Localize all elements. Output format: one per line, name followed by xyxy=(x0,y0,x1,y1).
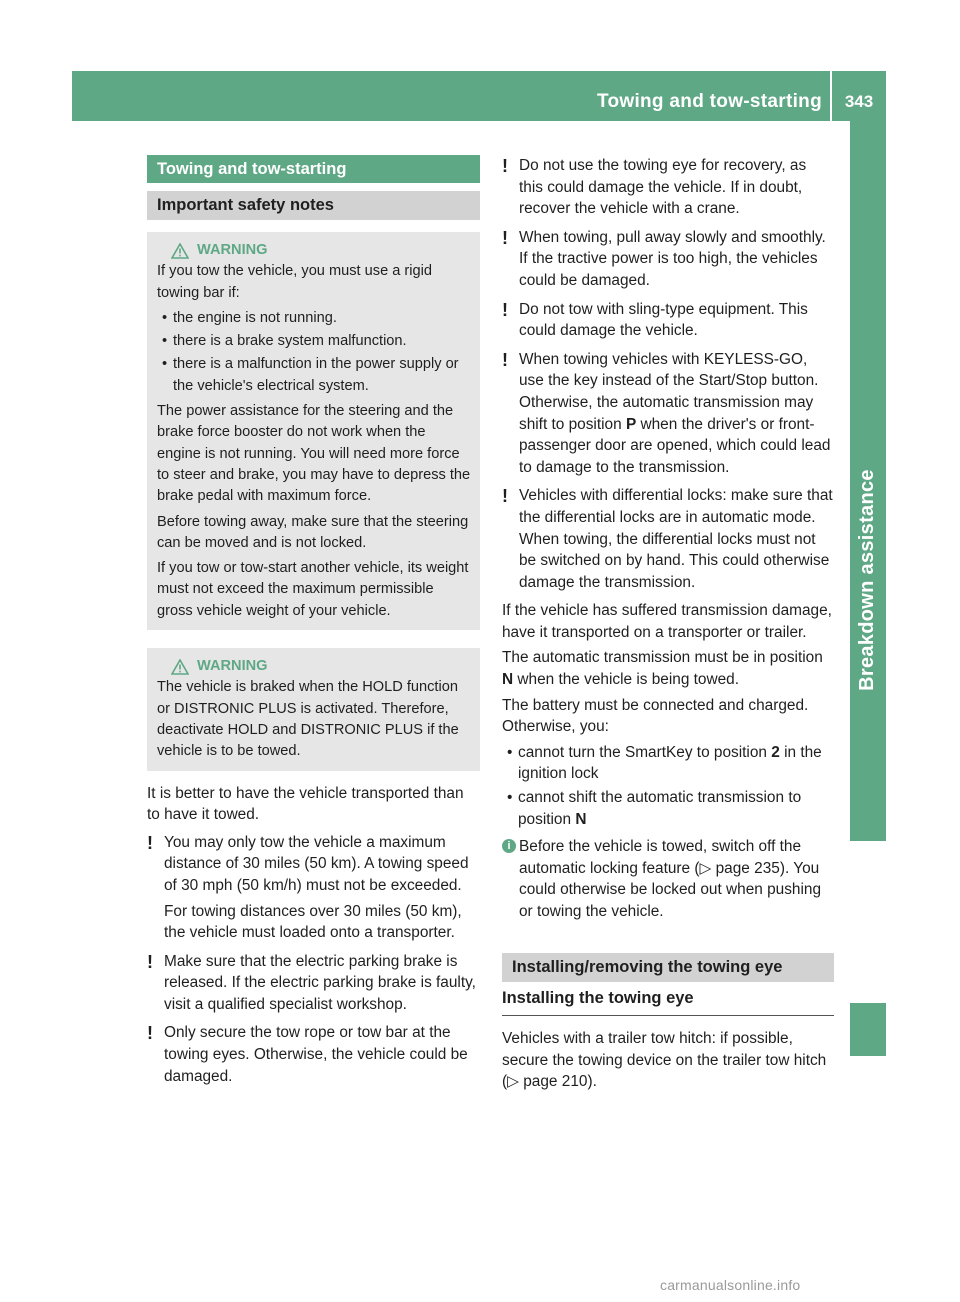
warning-box xyxy=(147,232,480,630)
list-item: • there is a brake system malfunction. xyxy=(157,331,472,352)
caution-note xyxy=(147,832,480,944)
page-header xyxy=(72,71,886,121)
watermark: carmanualsonline.info xyxy=(660,1277,801,1293)
note-text: You may only tow the vehicle a maximum distance of 30 miles (50 km). A towing speed of 30 mph (50 km/h) must not be exceeded. xyxy=(164,833,469,894)
side-tab-marker xyxy=(850,1003,886,1056)
exclamation-icon: ! xyxy=(502,156,508,176)
warning-text: The vehicle is braked when the HOLD function or DISTRONIC PLUS is activated. Therefore, deactivate HOLD and DISTRONIC PLUS if the vehicle is to be towed. xyxy=(157,679,459,760)
subsection-title: Important safety notes xyxy=(147,191,480,220)
warning-intro: If you tow the vehicle, you must use a rigid towing bar if: xyxy=(157,263,432,301)
list-item: • cannot shift the automatic transmission to position N xyxy=(502,787,834,830)
right-column xyxy=(502,155,834,1097)
exclamation-icon: ! xyxy=(502,349,508,370)
exclamation-icon: ! xyxy=(147,832,153,853)
section-title: Installing/removing the towing eye xyxy=(502,953,834,982)
section-title: Towing and tow-starting xyxy=(147,155,480,183)
warning-heading xyxy=(157,240,472,261)
header-title: Towing and tow-starting xyxy=(596,91,822,113)
body-paragraph: Vehicles with a trailer tow hitch: if possible, secure the towing device on the trailer tow hitch (▷ page 210). xyxy=(502,1030,827,1091)
header-divider xyxy=(830,71,832,121)
caution-note xyxy=(147,951,480,1016)
body-paragraph: The battery must be connected and charged. Otherwise, you: xyxy=(502,696,809,736)
caution-note xyxy=(502,299,834,342)
page-reference[interactable]: ▷ page 210 xyxy=(507,1073,588,1091)
list-item: • the engine is not running. xyxy=(157,308,472,329)
body-paragraph: The automatic transmission must be in position N when the vehicle is being towed. xyxy=(502,649,823,689)
exclamation-icon: ! xyxy=(502,227,508,248)
warning-label: WARNING xyxy=(197,242,268,258)
note-text: Do not tow with sling-type equipment. This could damage the vehicle. xyxy=(519,300,808,340)
note-text: Vehicles with differential locks: make sure that the differential locks are in automatic mode. When towing, the differential locks must not be switched on by hand. This could otherwise damage the transmission. xyxy=(519,487,833,591)
list-item: • cannot turn the SmartKey to position 2 in the ignition lock xyxy=(502,742,834,785)
caution-note xyxy=(502,227,834,292)
warning-paragraph: Before towing away, make sure that the steering can be moved and is not locked. xyxy=(157,513,469,551)
list-item: • there is a malfunction in the power supply or the vehicle's electrical system. xyxy=(157,354,472,397)
bullet-list xyxy=(502,742,834,830)
body-paragraph: If the vehicle has suffered transmission damage, have it transported on a transporter or trailer. xyxy=(502,602,832,641)
caution-note xyxy=(502,155,834,220)
warning-triangle-icon xyxy=(171,243,189,259)
exclamation-icon: ! xyxy=(147,1023,153,1044)
warning-heading xyxy=(157,656,472,677)
note-text: Do not use the towing eye for recovery, as this could damage the vehicle. If in doubt, recover the vehicle with a crane. xyxy=(519,157,807,218)
page-reference[interactable]: ▷ page 235 xyxy=(699,859,780,877)
warning-bullets xyxy=(157,308,472,397)
left-column xyxy=(147,155,480,1094)
note-text: Before the vehicle is towed, switch off the automatic locking feature (▷ page 235). You could otherwise be locked out when pushing or towing the vehicle. xyxy=(519,838,822,920)
warning-triangle-icon xyxy=(171,659,189,675)
subsection-title: Installing the towing eye xyxy=(502,988,834,1017)
note-text: For towing distances over 30 miles (50 km), the vehicle must loaded onto a transporter. xyxy=(164,902,462,942)
note-text: When towing vehicles with KEYLESS-GO, use the key instead of the Start/Stop button. Otherwise, the automatic transmission may shift to position P when the driver's or front-passenger door are opened, which could lead to damage to the transmission. xyxy=(519,350,831,476)
warning-box xyxy=(147,648,480,770)
info-note xyxy=(502,836,834,922)
note-text: Make sure that the electric parking brake is released. If the electric parking brake is faulty, visit a qualified specialist workshop. xyxy=(164,952,476,1013)
caution-note xyxy=(502,485,834,593)
exclamation-icon: ! xyxy=(502,486,508,507)
info-icon: i xyxy=(502,839,516,853)
caution-note xyxy=(502,349,834,479)
exclamation-icon: ! xyxy=(147,951,153,972)
page-number: 343 xyxy=(844,92,874,112)
caution-note xyxy=(147,1022,480,1087)
warning-paragraph: The power assistance for the steering and the brake force booster do not work when the engine is not running. You will need more force to steer and brake, you may have to depress the brake pedal with maximum force. xyxy=(157,403,471,505)
warning-label: WARNING xyxy=(197,658,268,675)
exclamation-icon: ! xyxy=(502,299,508,320)
body-paragraph: It is better to have the vehicle transported than to have it towed. xyxy=(147,784,464,824)
note-text: Only secure the tow rope or tow bar at the towing eyes. Otherwise, the vehicle could be damaged. xyxy=(164,1024,468,1085)
warning-paragraph: If you tow or tow-start another vehicle, its weight must not exceed the maximum permissible gross vehicle weight of your vehicle. xyxy=(157,560,469,619)
note-text: When towing, pull away slowly and smoothly. If the tractive power is too high, the vehicles could be damaged. xyxy=(519,228,826,289)
side-tab-label: Breakdown assistance xyxy=(856,469,879,691)
